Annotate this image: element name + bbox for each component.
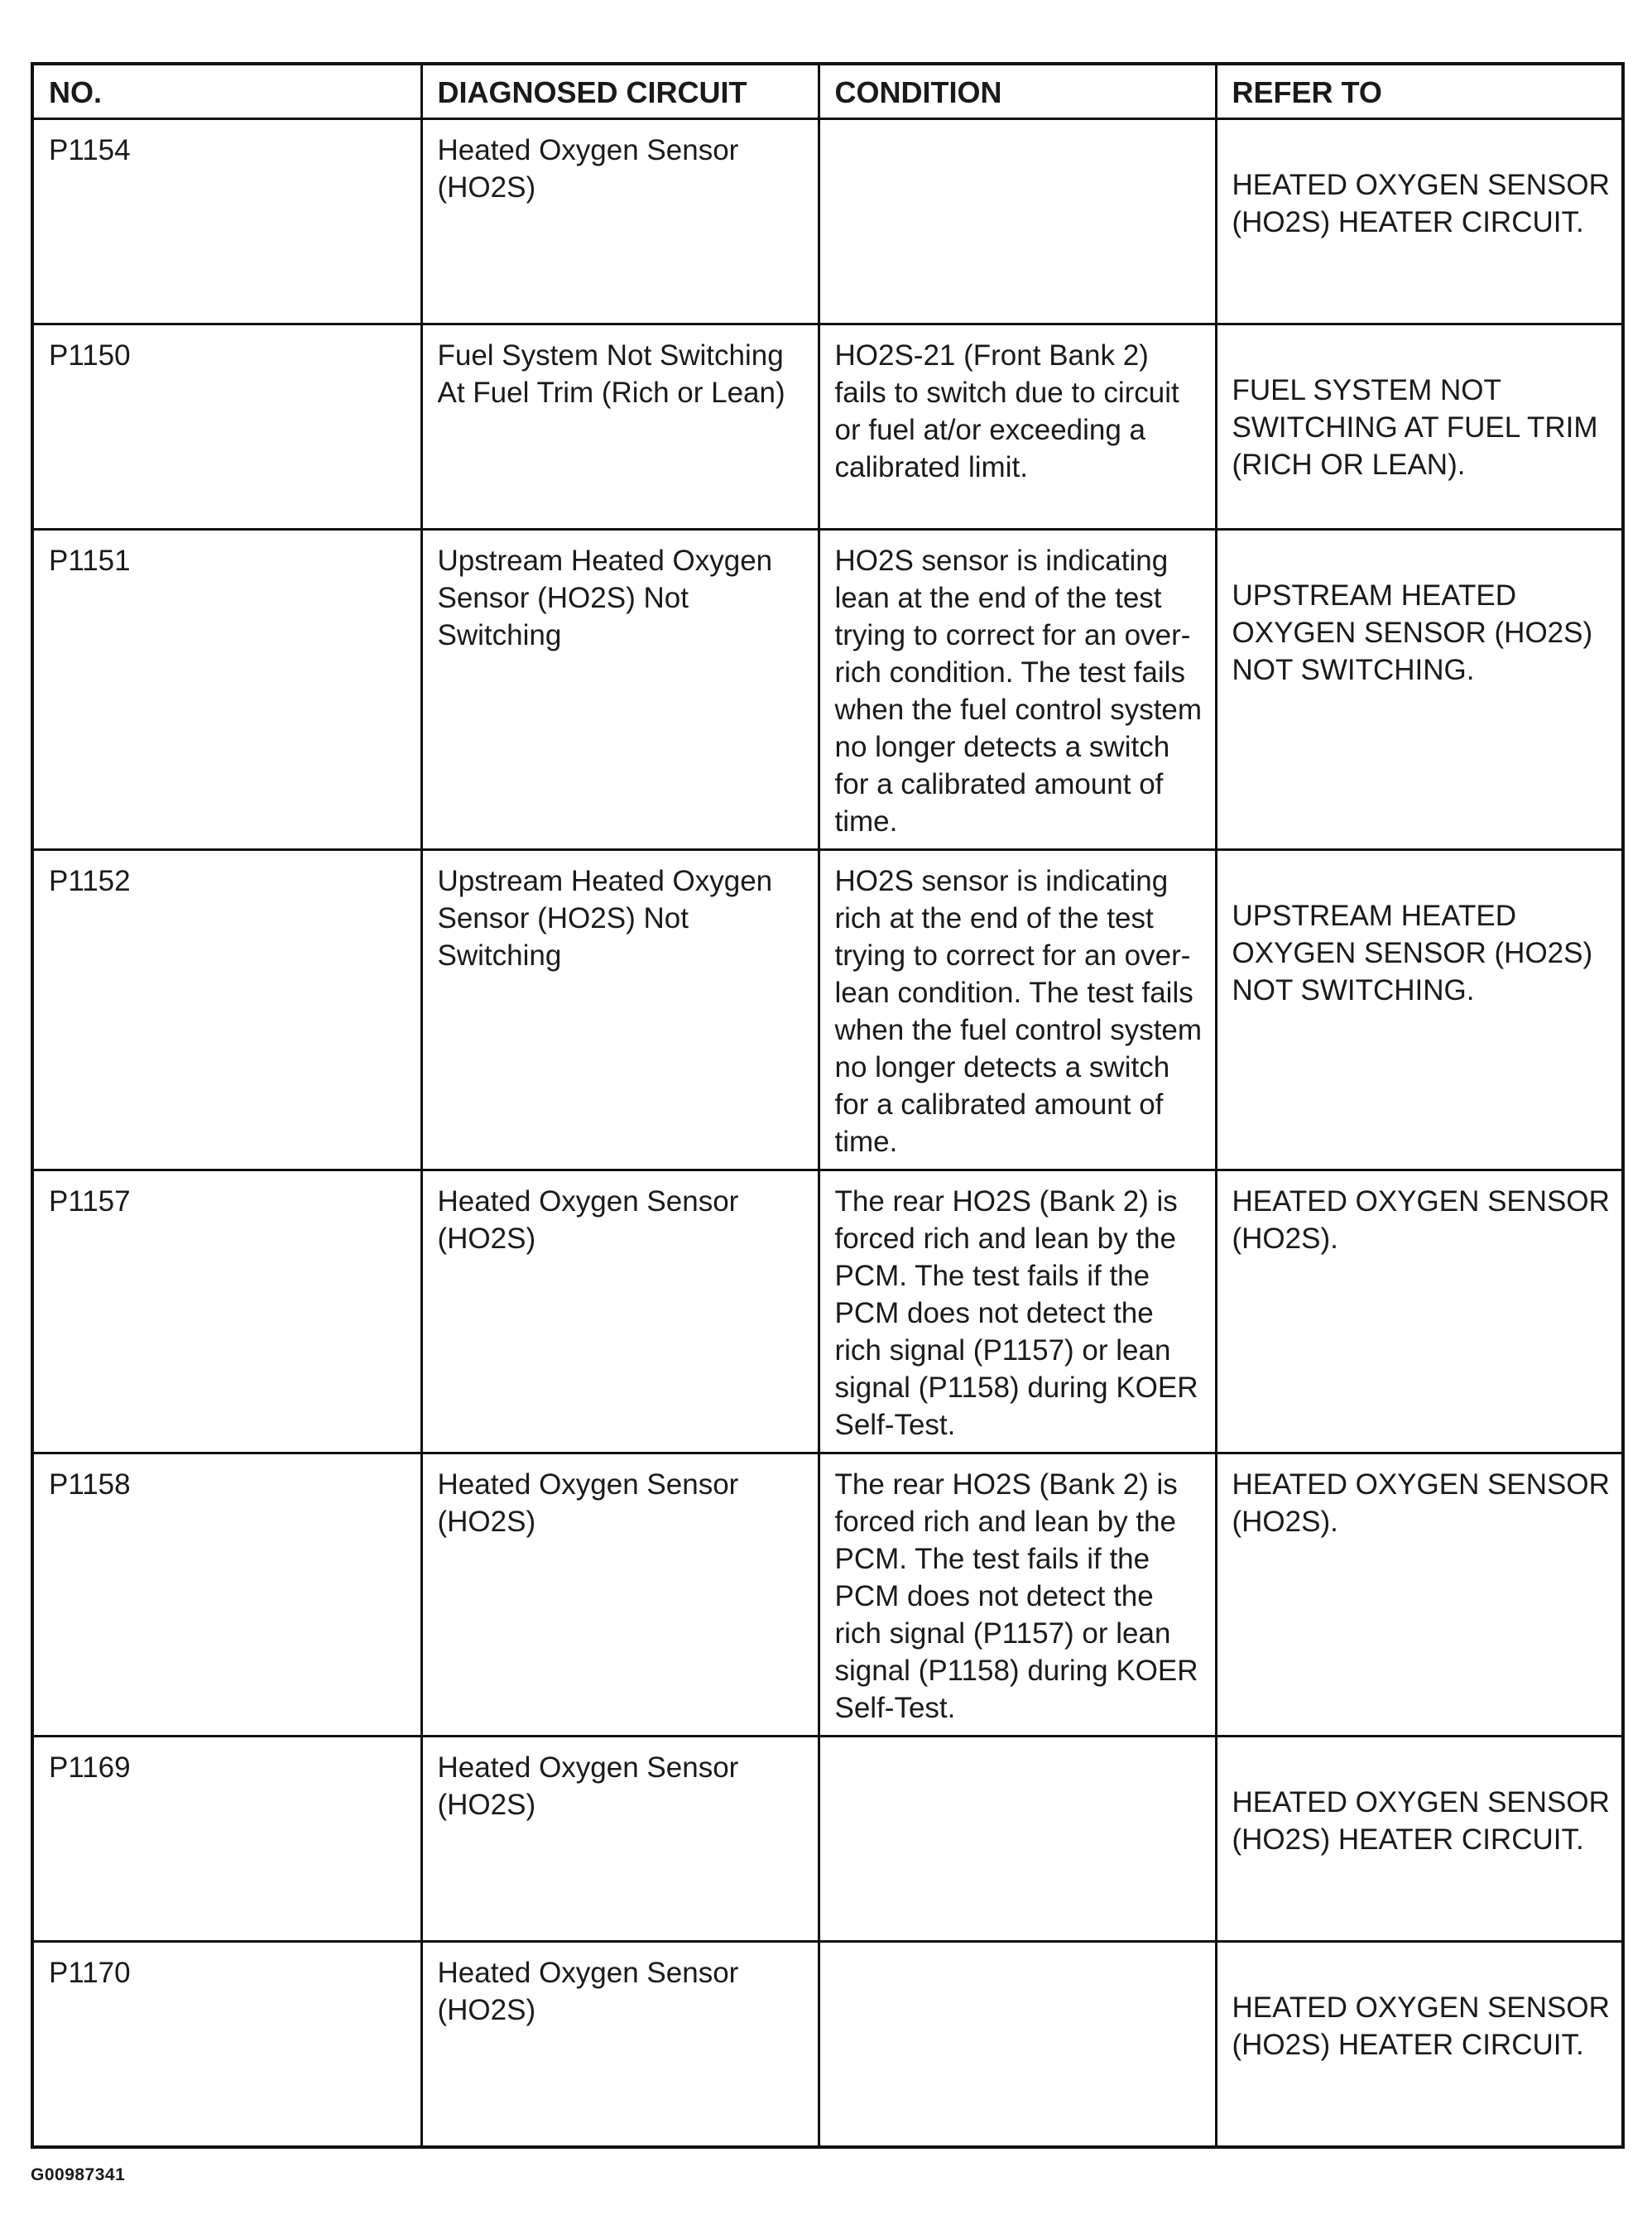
cell-condition [819,1942,1216,2147]
table-row [32,1737,1623,1942]
cell-condition: The rear HO2S (Bank 2) is forced rich and lean by the PCM. The test fails if the PCM does not detect the rich signal (P1157) or lean signal (P1158) during KOER Self-Test. [819,1170,1216,1453]
cell-circuit: Fuel System Not Switching At Fuel Trim (Rich or Lean) [421,324,819,530]
cell-circuit: Heated Oxygen Sensor (HO2S) [421,1453,819,1737]
cell-refer: UPSTREAM HEATED OXYGEN SENSOR (HO2S) NOT SWITCHING. [1216,850,1623,1170]
cell-refer: FUEL SYSTEM NOT SWITCHING AT FUEL TRIM (RICH OR LEAN). [1216,324,1623,530]
header-refer-to: REFER TO [1216,64,1623,119]
cell-refer: HEATED OXYGEN SENSOR (HO2S). [1216,1170,1623,1453]
table-row [32,1453,1623,1737]
table-row [32,1170,1623,1453]
cell-circuit: Heated Oxygen Sensor (HO2S) [421,119,819,324]
cell-condition: The rear HO2S (Bank 2) is forced rich and lean by the PCM. The test fails if the PCM does not detect the rich signal (P1157) or lean signal (P1158) during KOER Self-Test. [819,1453,1216,1737]
cell-code: P1152 [32,850,421,1170]
cell-condition [819,1737,1216,1942]
cell-code: P1150 [32,324,421,530]
cell-condition [819,119,1216,324]
table-row [32,850,1623,1170]
cell-condition: HO2S sensor is indicating lean at the end of the test trying to correct for an over-rich condition. The test fails when the fuel control system no longer detects a switch for a calibrated amount of time. [819,530,1216,850]
cell-refer: HEATED OXYGEN SENSOR (HO2S) HEATER CIRCUIT. [1216,119,1623,324]
cell-code: P1158 [32,1453,421,1737]
dtc-table [31,62,1625,2149]
table-row [32,324,1623,530]
cell-circuit: Upstream Heated Oxygen Sensor (HO2S) Not Switching [421,530,819,850]
cell-circuit: Heated Oxygen Sensor (HO2S) [421,1170,819,1453]
cell-circuit: Heated Oxygen Sensor (HO2S) [421,1737,819,1942]
figure-id: G00987341 [31,2165,126,2184]
table-row [32,1942,1623,2147]
cell-refer: HEATED OXYGEN SENSOR (HO2S) HEATER CIRCUIT. [1216,1942,1623,2147]
table-row [32,530,1623,850]
table-header-row [32,64,1623,119]
header-condition: CONDITION [819,64,1216,119]
cell-code: P1151 [32,530,421,850]
header-diagnosed-circuit: DIAGNOSED CIRCUIT [421,64,819,119]
cell-condition: HO2S sensor is indicating rich at the end of the test trying to correct for an over-lean condition. The test fails when the fuel control system no longer detects a switch for a calibrated amount of time. [819,850,1216,1170]
cell-code: P1169 [32,1737,421,1942]
cell-condition: HO2S-21 (Front Bank 2) fails to switch due to circuit or fuel at/or exceeding a calibrated limit. [819,324,1216,530]
cell-code: P1170 [32,1942,421,2147]
cell-refer: HEATED OXYGEN SENSOR (HO2S). [1216,1453,1623,1737]
cell-circuit: Heated Oxygen Sensor (HO2S) [421,1942,819,2147]
cell-refer: HEATED OXYGEN SENSOR (HO2S) HEATER CIRCUIT. [1216,1737,1623,1942]
cell-refer: UPSTREAM HEATED OXYGEN SENSOR (HO2S) NOT SWITCHING. [1216,530,1623,850]
table-row [32,119,1623,324]
cell-circuit: Upstream Heated Oxygen Sensor (HO2S) Not Switching [421,850,819,1170]
header-no: NO. [32,64,421,119]
cell-code: P1157 [32,1170,421,1453]
cell-code: P1154 [32,119,421,324]
